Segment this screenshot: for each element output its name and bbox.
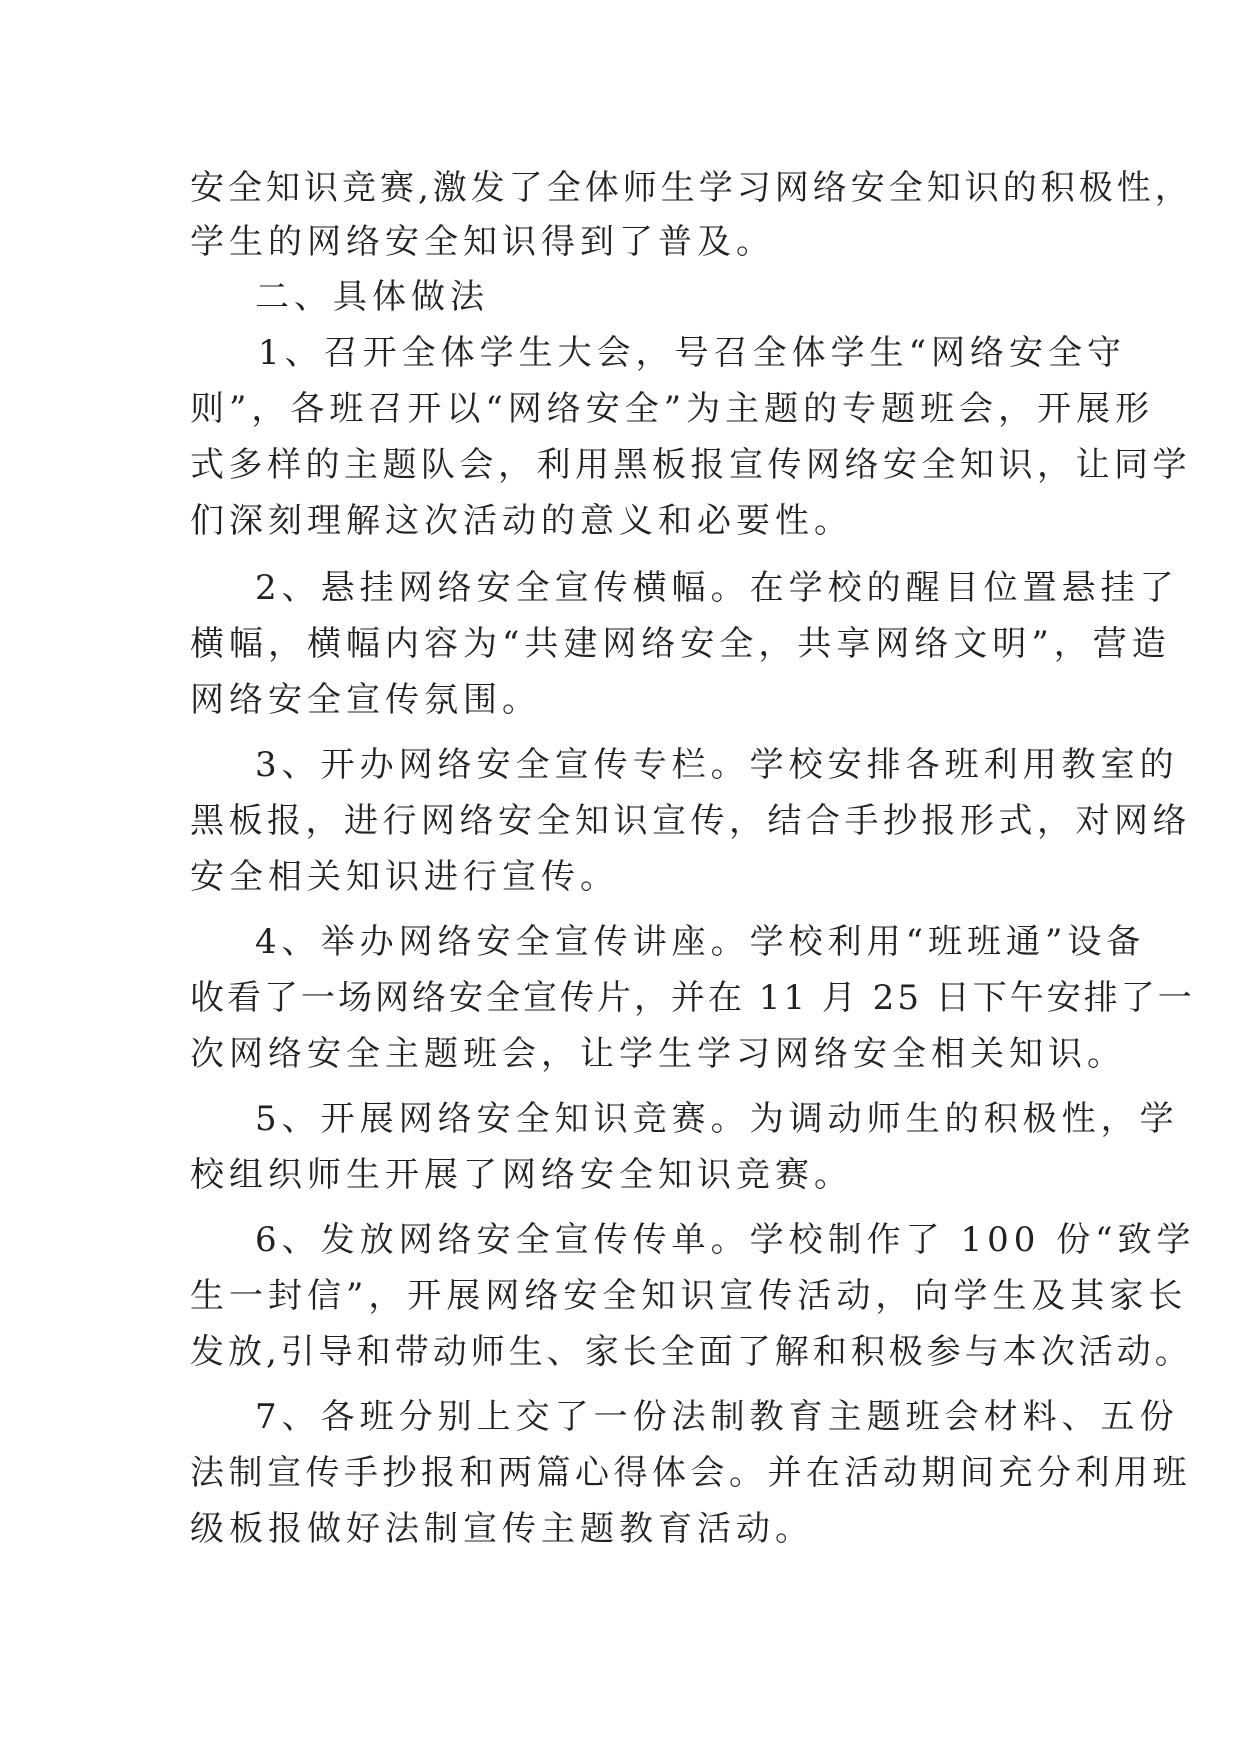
text-line: 安全相关知识进行宣传。 <box>190 857 619 897</box>
text-line: 收看了一场网络安全宣传片，并在 11 月 25 日下午安排了一 <box>190 978 1195 1018</box>
text-line: 1、召开全体学生大会，号召全体学生“网络安全守 <box>258 333 1127 373</box>
text-line: 发放,引导和带动师生、家长全面了解和积极参与本次活动。 <box>190 1332 1193 1372</box>
text-line: 式多样的主题队会，利用黑板报宣传网络安全知识，让同学 <box>190 445 1191 485</box>
text-line: 6、发放网络安全宣传传单。学校制作了 100 份“致学 <box>255 1220 1196 1260</box>
text-line: 横幅，横幅内容为“共建网络安全，共享网络文明”，营造 <box>190 624 1171 664</box>
text-line: 们深刻理解这次活动的意义和必要性。 <box>190 501 853 541</box>
text-line: 3、开办网络安全宣传专栏。学校安排各班利用教室的 <box>255 745 1179 785</box>
text-line: 次网络安全主题班会，让学生学习网络安全相关知识。 <box>190 1034 1126 1074</box>
section-heading: 二、具体做法 <box>255 277 489 317</box>
text-line: 安全知识竞赛,激发了全体师生学习网络安全知识的积极性， <box>190 168 1193 208</box>
text-line: 4、举办网络安全宣传讲座。学校利用“班班通”设备 <box>255 922 1146 962</box>
text-line: 生一封信”，开展网络安全知识宣传活动，向学生及其家长 <box>190 1276 1188 1316</box>
text-line: 网络安全宣传氛围。 <box>190 680 541 720</box>
text-line: 级板报做好法制宣传主题教育活动。 <box>190 1509 814 1549</box>
text-line: 学生的网络安全知识得到了普及。 <box>190 222 775 262</box>
text-line: 法制宣传手抄报和两篇心得体会。并在活动期间充分利用班 <box>190 1453 1191 1493</box>
text-line: 7、各班分别上交了一份法制教育主题班会材料、五份 <box>255 1397 1179 1437</box>
text-line: 则”，各班召开以“网络安全”为主题的专题班会，开展形 <box>190 389 1155 429</box>
text-line: 校组织师生开展了网络安全知识竞赛。 <box>190 1155 853 1195</box>
text-line: 5、开展网络安全知识竞赛。为调动师生的积极性，学 <box>255 1099 1179 1139</box>
text-line: 黑板报，进行网络安全知识宣传，结合手抄报形式，对网络 <box>190 801 1191 841</box>
text-line: 2、悬挂网络安全宣传横幅。在学校的醒目位置悬挂了 <box>255 568 1179 608</box>
